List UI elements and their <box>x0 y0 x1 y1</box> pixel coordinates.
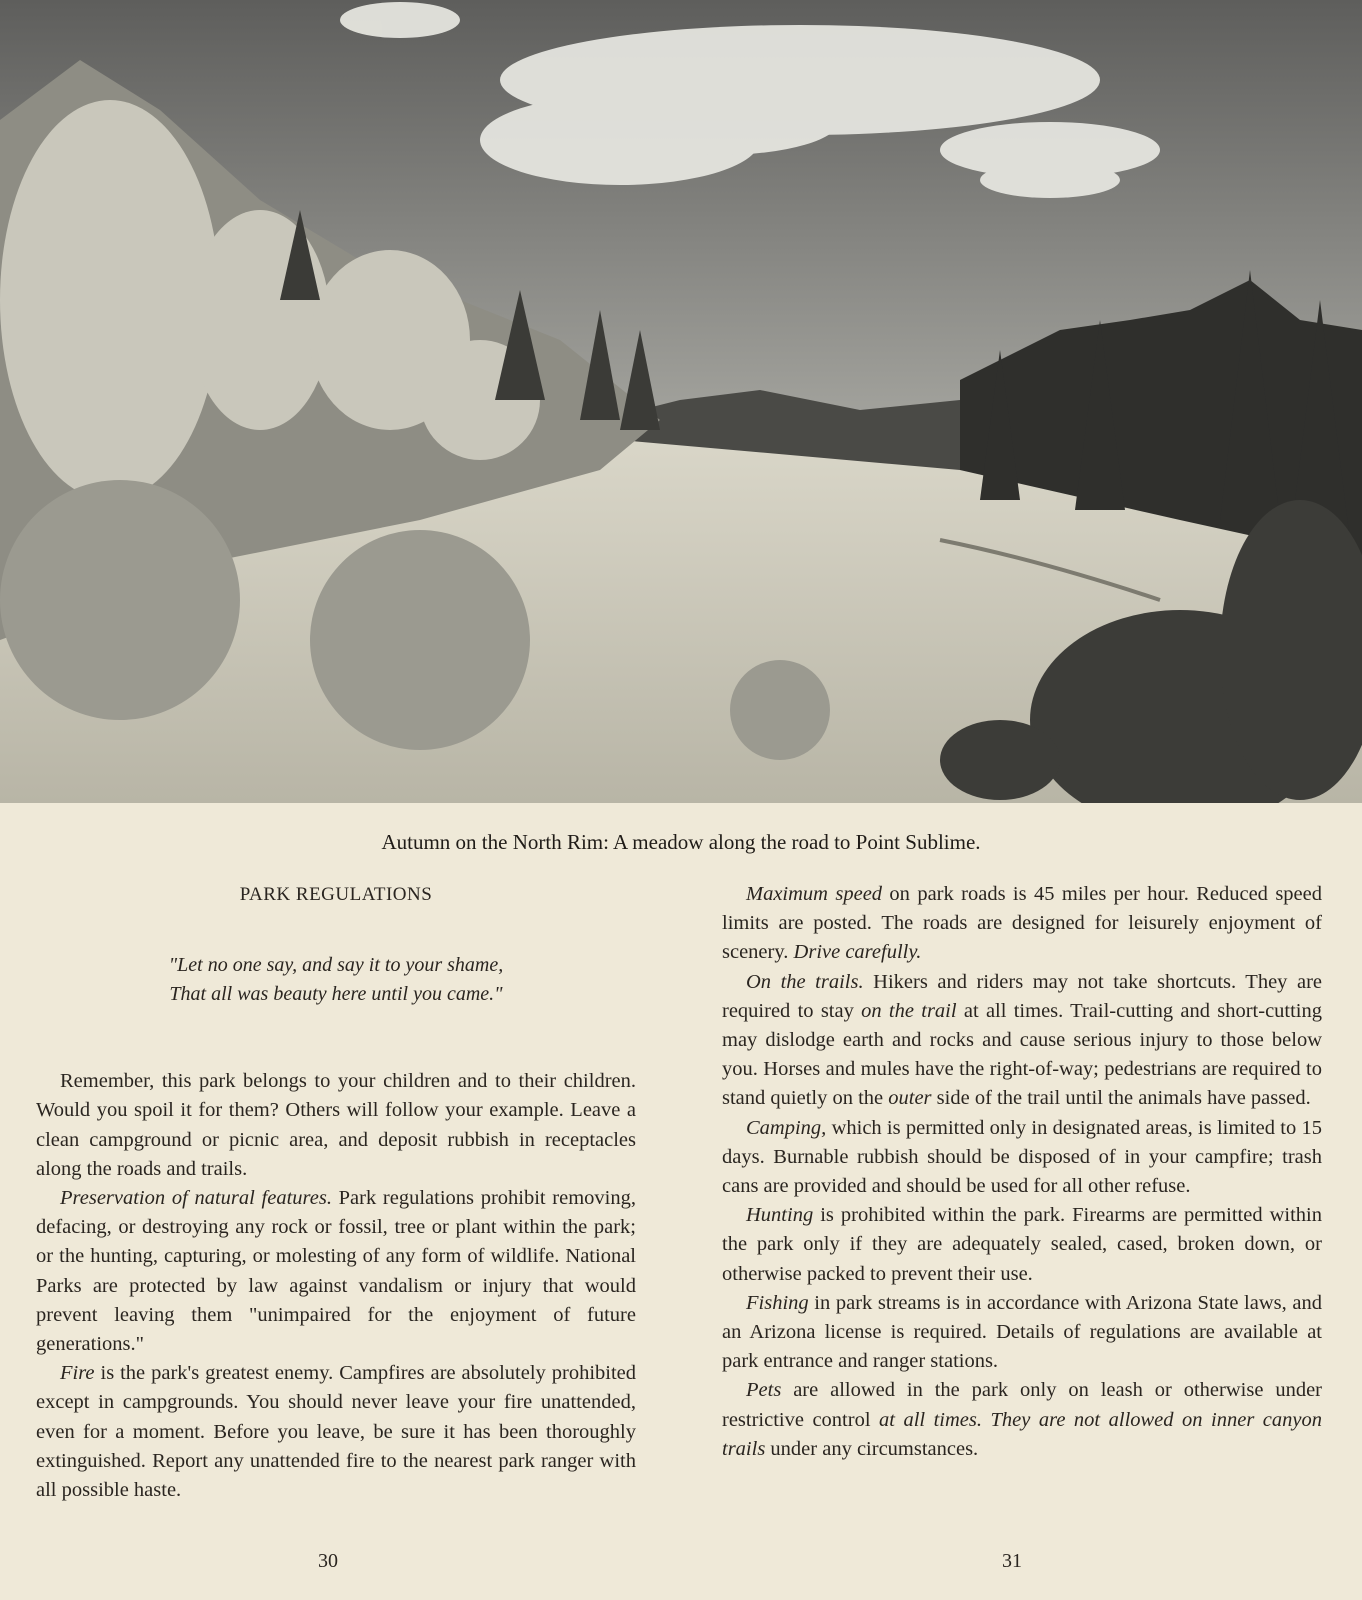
page-number-right: 31 <box>1002 1550 1022 1572</box>
section-heading: PARK REGULATIONS <box>239 884 433 905</box>
em-not-allowed: They are not allowed on inner canyon trails <box>722 1408 1323 1460</box>
poem-line-1: "Let no one say, and say it to your shame, <box>168 954 504 977</box>
paragraph-fire <box>36 1359 636 1505</box>
paragraph-trails <box>722 968 1322 1114</box>
lead-fire: Fire <box>60 1362 95 1385</box>
lead-fishing: Fishing <box>746 1291 809 1314</box>
paragraph-pets <box>722 1376 1322 1464</box>
drive-carefully: Drive carefully. <box>793 941 922 964</box>
text-pets-c: under any circumstances. <box>765 1437 979 1460</box>
text-pets-b <box>982 1409 991 1431</box>
poem-line-2: That all was beauty here until you came." <box>169 983 503 1006</box>
text-preservation: Park regulations prohibit removing, defacing, or destroying any rock or fossil, tree or plant within the park; or the hunting, capturing, or molesting of any form of wildlife. National Parks are protected by law against vandalism or injury that would prevent leaving them "unimpaired for the enjoyment of future generations." <box>36 1187 637 1356</box>
page-number-left: 30 <box>318 1550 338 1572</box>
text-trails-a: Hikers and riders may not take shortcuts. They are required to stay <box>722 970 1322 1022</box>
text-camping: which is permitted only in designated areas, is limited to 15 days. Burnable rubbish should be disposed of in your campfire; trash cans are provided and should be used for all other refuse. <box>722 1116 1322 1198</box>
paragraph-hunting <box>722 1201 1322 1289</box>
lead-pets: Pets <box>746 1379 782 1402</box>
paragraph-camping <box>722 1114 1322 1202</box>
epigraph-poem <box>36 951 636 1009</box>
left-page-column <box>36 880 636 1505</box>
text-trails-b: at all times. Trail-cutting and short-cutting may dislodge earth and rocks and cause serious injury to those below you. Horses and mules have the right-of-way; pedestrians are required to stand quietly on the <box>722 999 1323 1110</box>
lead-trails: On the trails. <box>746 970 864 993</box>
paragraph-preservation <box>36 1184 636 1359</box>
lead-hunting: Hunting <box>746 1204 814 1227</box>
text-hunting: is prohibited within the park. Firearms are permitted within the park only if they are adequately sealed, cased, broken down, or otherwise packed to prevent their use. <box>722 1204 1322 1285</box>
text-fire: is the park's greatest enemy. Campfires are absolutely prohibited except in campgrounds. You should never leave your fire unattended, even for a moment. Before you leave, be sure it has been thoroughly extinguished. Report any unattended fire to the nearest park ranger with all possible haste. <box>36 1362 636 1502</box>
em-at-all-times: at all times. <box>879 1408 983 1431</box>
text-speed: on park roads is 45 miles per hour. Reduced speed limits are posted. The roads are designed for leisurely enjoyment of scenery. <box>722 883 1322 964</box>
right-page-column <box>722 880 1322 1464</box>
photo-caption: Autumn on the North Rim: A meadow along the road to Point Sublime. <box>381 830 981 854</box>
paragraph-speed <box>722 880 1322 968</box>
text-trails-c: side of the trail until the animals have passed. <box>931 1087 1311 1110</box>
lead-speed: Maximum speed <box>746 883 883 905</box>
paragraph-fishing <box>722 1289 1322 1377</box>
paragraph-intro: Remember, this park belongs to your children and to their children. Would you spoil it for them? Others will follow your example. Leave a clean campground or picnic area, and deposit rubbish in receptacles along the roads and trails. <box>36 1070 636 1180</box>
em-on-the-trail: on the trail <box>861 999 957 1022</box>
text-fishing: in park streams is in accordance with Arizona State laws, and an Arizona license is required. Details of regulations are available at park entrance and ranger stations. <box>722 1291 1322 1373</box>
text-pets-a: are allowed in the park only on leash or otherwise under restrictive control <box>722 1379 1322 1431</box>
lead-camping: Camping, <box>746 1116 827 1139</box>
em-outer: outer <box>888 1087 932 1110</box>
lead-preservation: Preservation of natural features. <box>60 1187 332 1210</box>
